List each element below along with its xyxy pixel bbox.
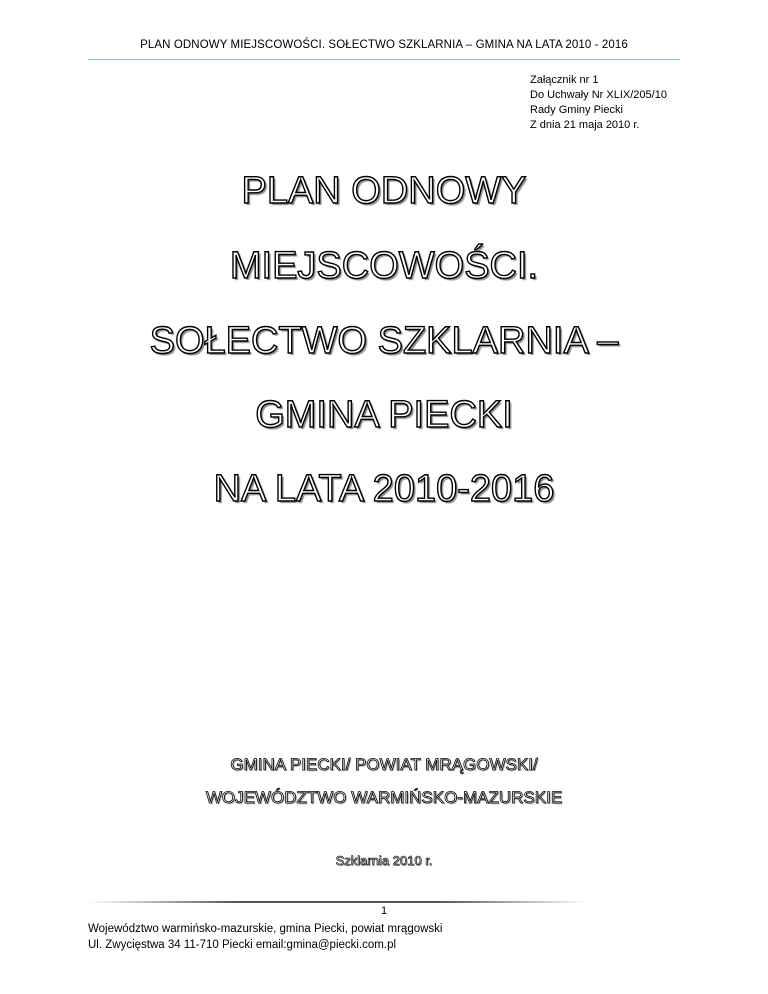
document-title-line-5: NA LATA 2010-2016 — [213, 468, 555, 510]
annex-block — [530, 73, 667, 133]
document-title-line-3: SOŁECTWO SZKLARNIA – — [149, 320, 619, 362]
subtitle-line-1: GMINA PIECKI/ POWIAT MRĄGOWSKI/ — [230, 755, 538, 774]
footer-line: Ul. Zwycięstwa 34 11-710 Piecki email:gmina@piecki.com.pl — [88, 939, 397, 951]
place-date: Szklarnia 2010 r. — [335, 853, 433, 868]
annex-line: Rady Gminy Piecki — [530, 104, 623, 116]
page-number: 1 — [380, 905, 388, 917]
annex-line: Z dnia 21 maja 2010 r. — [530, 119, 640, 131]
annex-line: Do Uchwały Nr XLIX/205/10 — [530, 89, 667, 101]
annex-line: Załącznik nr 1 — [530, 74, 599, 86]
footer-divider — [88, 901, 588, 903]
footer-line: Województwo warmińsko-mazurskie, gmina Piecki, powiat mrągowski — [88, 923, 443, 935]
running-header: PLAN ODNOWY MIEJSCOWOŚCI. SOŁECTWO SZKLARNIA – GMINA NA LATA 2010 - 2016 — [140, 39, 628, 51]
document-title-line-1: PLAN ODNOWY — [241, 170, 527, 212]
document-title-line-2: MIEJSCOWOŚCI. — [229, 245, 539, 287]
subtitle-line-2: WOJEWÓDZTWO WARMIŃSKO-MAZURSKIE — [205, 788, 563, 807]
document-title-line-4: GMINA PIECKI — [255, 394, 513, 436]
header-divider — [88, 59, 680, 60]
footer-address — [88, 921, 442, 953]
